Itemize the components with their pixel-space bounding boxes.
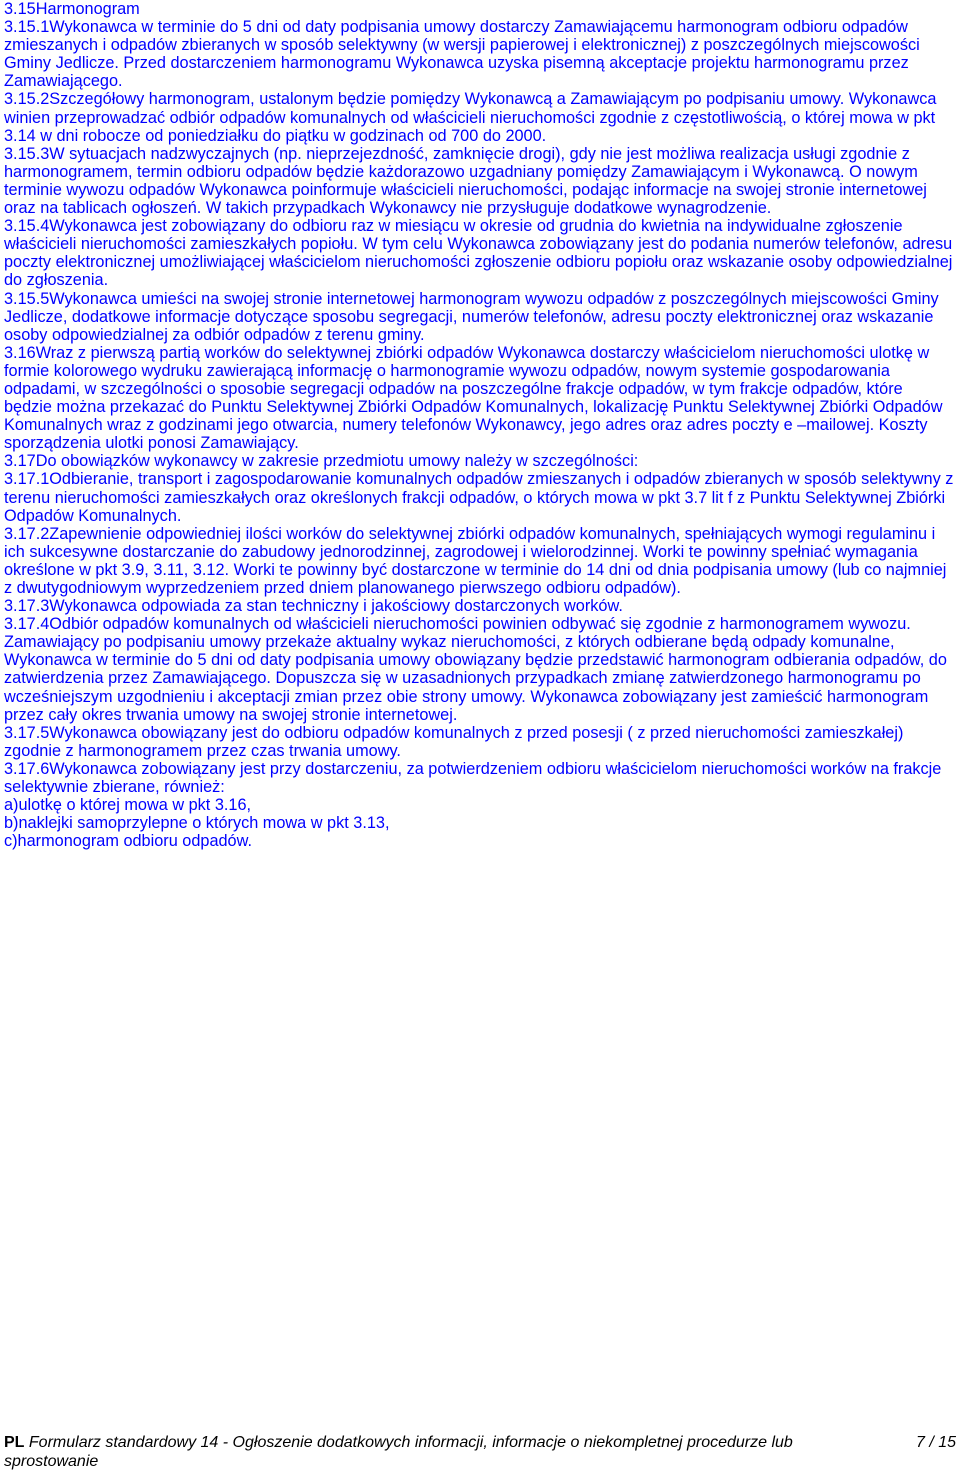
paragraph: 3.17.3Wykonawca odpowiada za stan techniczny i jakościowy dostarczonych worków. (4, 597, 623, 616)
paragraph: 3.17.5Wykonawca obowiązany jest do odbioru odpadów komunalnych z przed posesji ( z przed nieruchomości zamieszkałej) zgodnie z harmonogramem przez czas trwania umowy. (4, 723, 904, 760)
paragraph: 3.15.2Szczegółowy harmonogram, ustalonym będzie pomiędzy Wykonawcą a Zamawiającym po podpisaniu umowy. Wykonawca winien przeprowadzać odbiór odpadów komunalnych od właścicieli nieruchomości zgodnie z częstotliwością, o której mowa w pkt 3.14 w dni robocze od poniedziałku do piątku w godzinach od 700 do 2000. (4, 90, 937, 145)
footer-left (4, 1433, 874, 1471)
section-heading: 3.17Do obowiązków wykonawcy w zakresie przedmiotu umowy należy w szczególności: (4, 452, 639, 471)
page-footer (4, 1433, 956, 1471)
section-heading: 3.15Harmonogram (4, 0, 140, 18)
paragraph: 3.15.4Wykonawca jest zobowiązany do odbioru raz w miesiącu w okresie od grudnia do kwietnia na indywidualne zgłoszenie właścicieli nieruchomości zamieszkałych popiołu. W tym celu Wykonawca zobowiązany jest do podania numerów telefonów, adresu poczty elektronicznej umożliwiającej właścicielom nieruchomości zgłoszenie odbioru popiołu oraz wskazanie osoby odpowiedzialnej do zgłoszenia. (4, 217, 953, 290)
language-code: PL (4, 1434, 25, 1451)
list-item: c)harmonogram odbioru odpadów. (4, 832, 252, 851)
paragraph: 3.16Wraz z pierwszą partią worków do selektywnej zbiórki odpadów Wykonawca dostarczy właścicielom nieruchomości ulotkę w formie kolorowego wydruku zawierającą informację o harmonogramie wywozu odpadów, nowym systemie gospodarowania odpadami, w szczególności o sposobie segregacji odpadów na poszczególne frakcje odpadów, w tym frakcje odpadów, które będzie można przekazać do Punktu Selektywnej Zbiórki Odpadów Komunalnych, lokalizację Punktu Selektywnej Zbiórki Odpadów Komunalnych wraz z godzinami jego otwarcia, numery telefonów Wykonawcy, jego adres oraz adres poczty e –mailowej. Koszty sporządzenia ulotki ponosi Zamawiający. (4, 343, 943, 453)
list-item: b)naklejki samoprzylepne o których mowa w pkt 3.13, (4, 814, 390, 833)
paragraph: 3.17.6Wykonawca zobowiązany jest przy dostarczeniu, za potwierdzeniem odbioru właścicielom nieruchomości worków na frakcje selektywnie zbierane, również: (4, 759, 942, 797)
paragraph: 3.15.1Wykonawca w terminie do 5 dni od daty podpisania umowy dostarczy Zamawiającemu harmonogram odbioru odpadów zmieszanych i odpadów zbieranych w sposób selektywny (w wersji papierowej i elektronicznej) z poszczególnych miejscowości Gminy Jedlicze. Przed dostarczeniem harmonogramu Wykonawca uzyska pisemną akceptacje projektu harmonogramu przez Zamawiającego. (4, 18, 920, 91)
form-title: Formularz standardowy 14 - Ogłoszenie dodatkowych informacji, informacje o niekompletnej procedurze lub sprostowanie (4, 1434, 793, 1470)
paragraph: 3.17.4Odbiór odpadów komunalnych od właścicieli nieruchomości powinien odbywać się zgodnie z harmonogramem wywozu. Zamawiający po podpisaniu umowy przekaże aktualny wykaz nieruchomości, z których odbierane będą odpady komunalne, Wykonawca w terminie do 5 dni od daty podpisania umowy obowiązany będzie przedstawić harmonogram odbierania odpadów, do zatwierdzenia przez Zamawiającego. Dopuszcza się w uzasadnionych przypadkach zmianę zatwierdzonego harmonogramu po wcześniejszym uzgodnieniu i akceptacji zmian przez obie strony umowy. Wykonawca zobowiązany jest zamieścić harmonogram przez cały okres trwania umowy na swojej stronie internetowej. (4, 615, 947, 724)
paragraph: 3.17.1Odbieranie, transport i zagospodarowanie komunalnych odpadów zmieszanych i odpadów zbieranych w sposób selektywny z terenu nieruchomości zamieszkałych oraz określonych frakcji odpadów, o których mowa w pkt 3.7 lit f z Punktu Selektywnej Zbiórki Odpadów Komunalnych. (4, 470, 954, 525)
paragraph: 3.17.2Zapewnienie odpowiedniej ilości worków do selektywnej zbiórki odpadów komunalnych, spełniających wymogi regulaminu i ich sukcesywne dostarczanie do zabudowy jednorodzinnej, zagrodowej i wielorodzinnej. Worki te powinny spełniać wymagania określone w pkt 3.9, 3.11, 3.12. Worki te powinny być dostarczone w terminie do 14 dni od dnia podpisania umowy (lub co najmniej z dwutygodniowym wyprzedzeniem przed dniem planowanego pierwszego odbioru odpadów). (4, 524, 947, 597)
list-item: a)ulotkę o której mowa w pkt 3.16, (4, 796, 252, 815)
page-number: 7 / 15 (915, 1434, 956, 1451)
paragraph: 3.15.3W sytuacjach nadzwyczajnych (np. nieprzejezdność, zamknięcie drogi), gdy nie jest możliwa realizacja usługi zgodnie z harmonogramem, termin odbioru odpadów będzie każdorazowo uzgadniany pomiędzy Zamawiającym i Wykonawcą. O nowym terminie wywozu odpadów Wykonawca poinformuje właścicieli nieruchomości, podając informacje na swojej stronie internetowej oraz na tablicach ogłoszeń. W takich przypadkach Wykonawcy nie przysługuje dodatkowe wynagrodzenie. (4, 144, 927, 218)
document-body (4, 0, 954, 850)
paragraph: 3.15.5Wykonawca umieści na swojej stronie internetowej harmonogram wywozu odpadów z poszczególnych miejscowości Gminy Jedlicze, dodatkowe informacje dotyczące sposobu segregacji, numerów telefonów, adresu poczty elektronicznej oraz wskazanie osoby odpowiedzialnej za odbiór odpadów z terenu gminy. (4, 289, 939, 344)
